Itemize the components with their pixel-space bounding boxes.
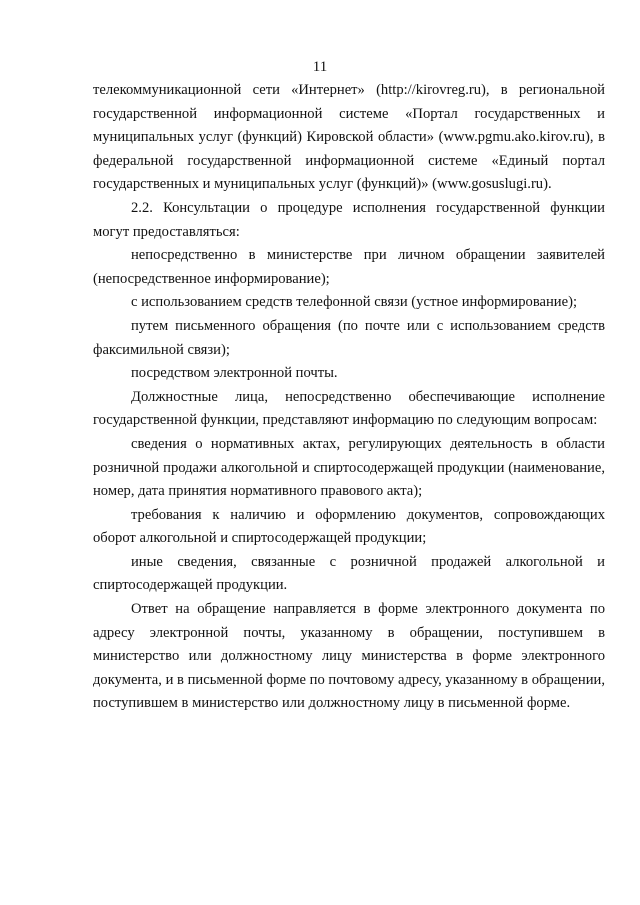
paragraph-response-form: Ответ на обращение направляется в форме электронного документа по адресу электронной почты, указанному в обращении, поступившем в министерство или должностному лицу министерства в форме электронного документа, и в письменной форме по почтовому адресу, указанному в обращении, поступившем в министерство или должностному лицу в письменной форме. <box>93 601 605 712</box>
list-item-normative-acts: сведения о нормативных актах, регулирующих деятельность в области розничной продажи алкогольной и спиртосодержащей продукции (наименование, номер, дата принятия нормативного правового акта); <box>93 435 605 500</box>
paragraph-consultations: 2.2. Консультации о процедуре исполнения государственной функции могут предоставляться: <box>93 199 605 240</box>
list-item-other-info: иные сведения, связанные с розничной продажей алкогольной и спиртосодержащей продукции. <box>93 553 605 594</box>
paragraph-internet-sources: телекоммуникационной сети «Интернет» (http://kirovreg.ru), в региональной государственной информационной системе «Портал государственных и муниципальных услуг (функций) Кировской области» (www.pgmu.ako.kirov.ru), в федеральной государственной информационной системе «Единый портал государственных и муниципальных услуг (функций)» (www.gosuslugi.ru). <box>93 82 605 193</box>
list-item-email: посредством электронной почты. <box>131 365 338 382</box>
list-item-direct-informing: непосредственно в министерстве при личном обращении заявителей (непосредственное информирование); <box>93 247 605 287</box>
page-number: 11 <box>312 59 328 75</box>
list-item-written-appeal: путем письменного обращения (по почте или с использованием средств факсимильной связи); <box>93 317 605 358</box>
list-item-document-requirements: требования к наличию и оформлению документов, сопровождающих оборот алкогольной и спиртосодержащей продукции; <box>93 506 605 547</box>
document-body <box>93 79 605 716</box>
list-item-phone-informing: с использованием средств телефонной связи (устное информирование); <box>131 294 578 311</box>
paragraph-officials: Должностные лица, непосредственно обеспечивающие исполнение государственной функции, представляют информацию по следующим вопросам: <box>93 388 605 429</box>
